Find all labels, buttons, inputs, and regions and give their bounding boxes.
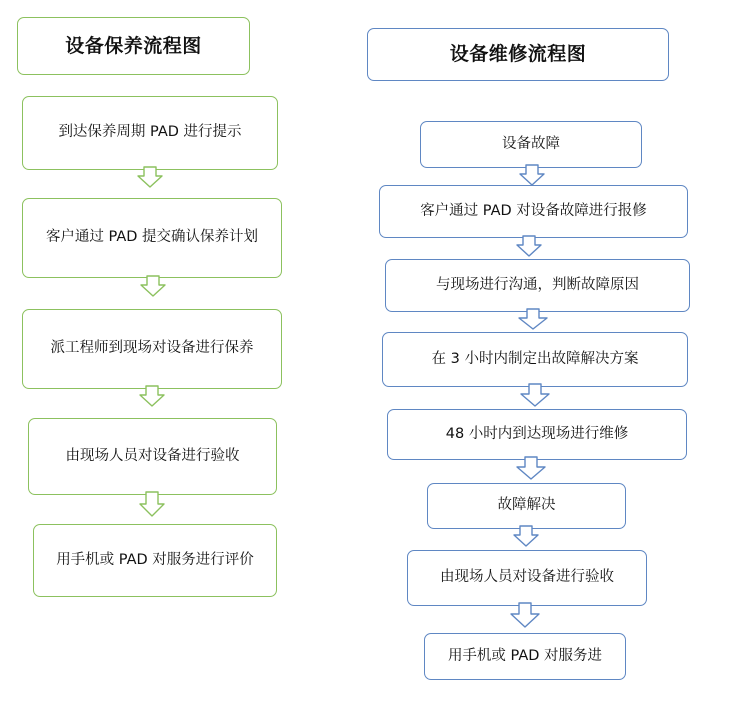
repair-step-5: 48 小时内到达现场进行维修 <box>387 409 687 460</box>
repair-step-3: 与现场进行沟通，判断故障原因 <box>385 259 690 312</box>
repair-arrow-7 <box>509 602 541 629</box>
repair-step-2: 客户通过 PAD 对设备故障进行报修 <box>379 185 688 238</box>
maintenance-arrow-3 <box>138 385 166 408</box>
repair-step-6: 故障解决 <box>427 483 626 529</box>
maintenance-step-5: 用手机或 PAD 对服务进行评价 <box>33 524 277 597</box>
maintenance-step-3: 派工程师到现场对设备进行保养 <box>22 309 282 389</box>
maintenance-arrow-1 <box>136 166 164 189</box>
maintenance-step-1: 到达保养周期 PAD 进行提示 <box>22 96 278 170</box>
maintenance-arrow-4 <box>138 491 166 518</box>
repair-step-7: 由现场人员对设备进行验收 <box>407 550 647 606</box>
repair-arrow-5 <box>515 456 547 481</box>
repair-step-1: 设备故障 <box>420 121 642 168</box>
repair-flowchart-title: 设备维修流程图 <box>367 28 669 81</box>
repair-arrow-4 <box>519 383 551 408</box>
repair-arrow-3 <box>517 308 549 331</box>
maintenance-step-4: 由现场人员对设备进行验收 <box>28 418 277 495</box>
repair-arrow-6 <box>512 525 540 548</box>
repair-arrow-2 <box>515 235 543 258</box>
repair-arrow-1 <box>518 164 546 187</box>
maintenance-flowchart-title: 设备保养流程图 <box>17 17 250 75</box>
repair-step-4: 在 3 小时内制定出故障解决方案 <box>382 332 688 387</box>
maintenance-arrow-2 <box>139 275 167 298</box>
maintenance-step-2: 客户通过 PAD 提交确认保养计划 <box>22 198 282 278</box>
repair-step-8: 用手机或 PAD 对服务进 <box>424 633 626 680</box>
